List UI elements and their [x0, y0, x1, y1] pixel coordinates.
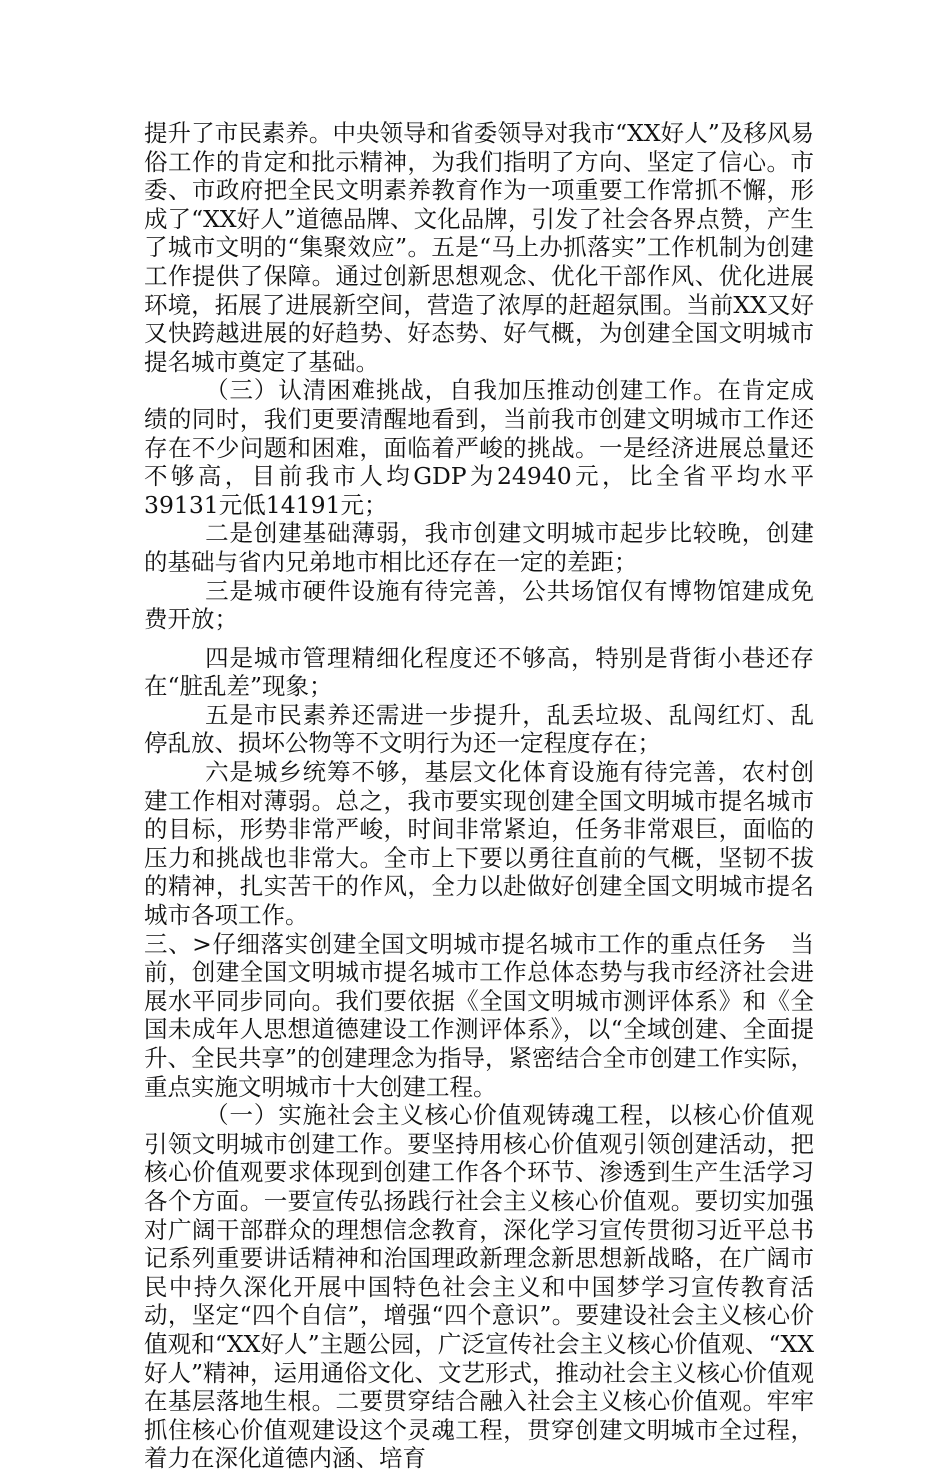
- paragraph-6: 五是市民素养还需进一步提升，乱丢垃圾、乱闯红灯、乱停乱放、损坏公物等不文明行为还一定程度存在；: [144, 700, 814, 758]
- paragraph-7: 六是城乡统筹不够，基层文化体育设施有待完善，农村创建工作相对薄弱。总之，我市要实现创建全国文明城市提名城市的目标，形势非常严峻，时间非常紧迫，任务非常艰巨，面临的压力和挑战也非常大。全市上下要以勇往直前的气概，坚韧不拔的精神，扎实苦干的作风，全力以赴做好创建全国文明城市提名城市各项工作。: [144, 758, 814, 930]
- paragraph-4: 三是城市硬件设施有待完善，公共场馆仅有博物馆建成免费开放；: [144, 576, 814, 634]
- paragraph-1: 提升了市民素养。中央领导和省委领导对我市“XX好人”及移风易俗工作的肯定和批示精神，为我们指明了方向、坚定了信心。市委、市政府把全民文明素养教育作为一项重要工作常抓不懈，形成了“XX好人”道德品牌、文化品牌，引发了社会各界点赞，产生了城市文明的“集聚效应”。五是“马上办抓落实”工作机制为创建工作提供了保障。通过创新思想观念、优化干部作风、优化进展环境，拓展了进展新空间，营造了浓厚的赶超氛围。当前XX又好又快跨越进展的好趋势、好态势、好气概，为创建全国文明城市提名城市奠定了基础。: [144, 119, 814, 376]
- paragraph-2: （三）认清困难挑战，自我加压推动创建工作。在肯定成绩的同时，我们更要清醒地看到，当前我市创建文明城市工作还存在不少问题和困难，面临着严峻的挑战。一是经济进展总量还不够高，目前我市人均GDP为24940元，比全省平均水平39131元低14191元；: [144, 376, 814, 519]
- section-heading-3: 三、>仔细落实创建全国文明城市提名城市工作的重点任务 当前，创建全国文明城市提名城市工作总体态势与我市经济社会进展水平同步同向。我们要依据《全国文明城市测评体系》和《全国未成年人思想道德建设工作测评体系》，以“全域创建、全面提升、全民共享”的创建理念为指导，紧密结合全市创建工作实际，重点实施文明城市十大创建工程。: [144, 929, 815, 1101]
- document-body: [144, 119, 814, 1473]
- paragraph-5: 四是城市管理精细化程度还不够高，特别是背街小巷还存在“脏乱差”现象；: [144, 643, 814, 701]
- paragraph-8: （一）实施社会主义核心价值观铸魂工程，以核心价值观引领文明城市创建工作。要坚持用核心价值观引领创建活动，把核心价值观要求体现到创建工作各个环节、渗透到生产生活学习各个方面。一要宣传弘扬践行社会主义核心价值观。要切实加强对广阔干部群众的理想信念教育，深化学习宣传贯彻习近平总书记系列重要讲话精神和治国理政新理念新思想新战略，在广阔市民中持久深化开展中国特色社会主义和中国梦学习宣传教育活动，坚定“四个自信”，增强“四个意识”。要建设社会主义核心价值观和“XX好人”主题公园，广泛宣传社会主义核心价值观、“XX好人”精神，运用通俗文化、文艺形式，推动社会主义核心价值观在基层落地生根。二要贯穿结合融入社会主义核心价值观。牢牢抓住核心价值观建设这个灵魂工程，贯穿创建文明城市全过程，着力在深化道德内涵、培育: [144, 1101, 815, 1473]
- paragraph-3: 二是创建基础薄弱，我市创建文明城市起步比较晚，创建的基础与省内兄弟地市相比还存在一定的差距；: [144, 519, 814, 576]
